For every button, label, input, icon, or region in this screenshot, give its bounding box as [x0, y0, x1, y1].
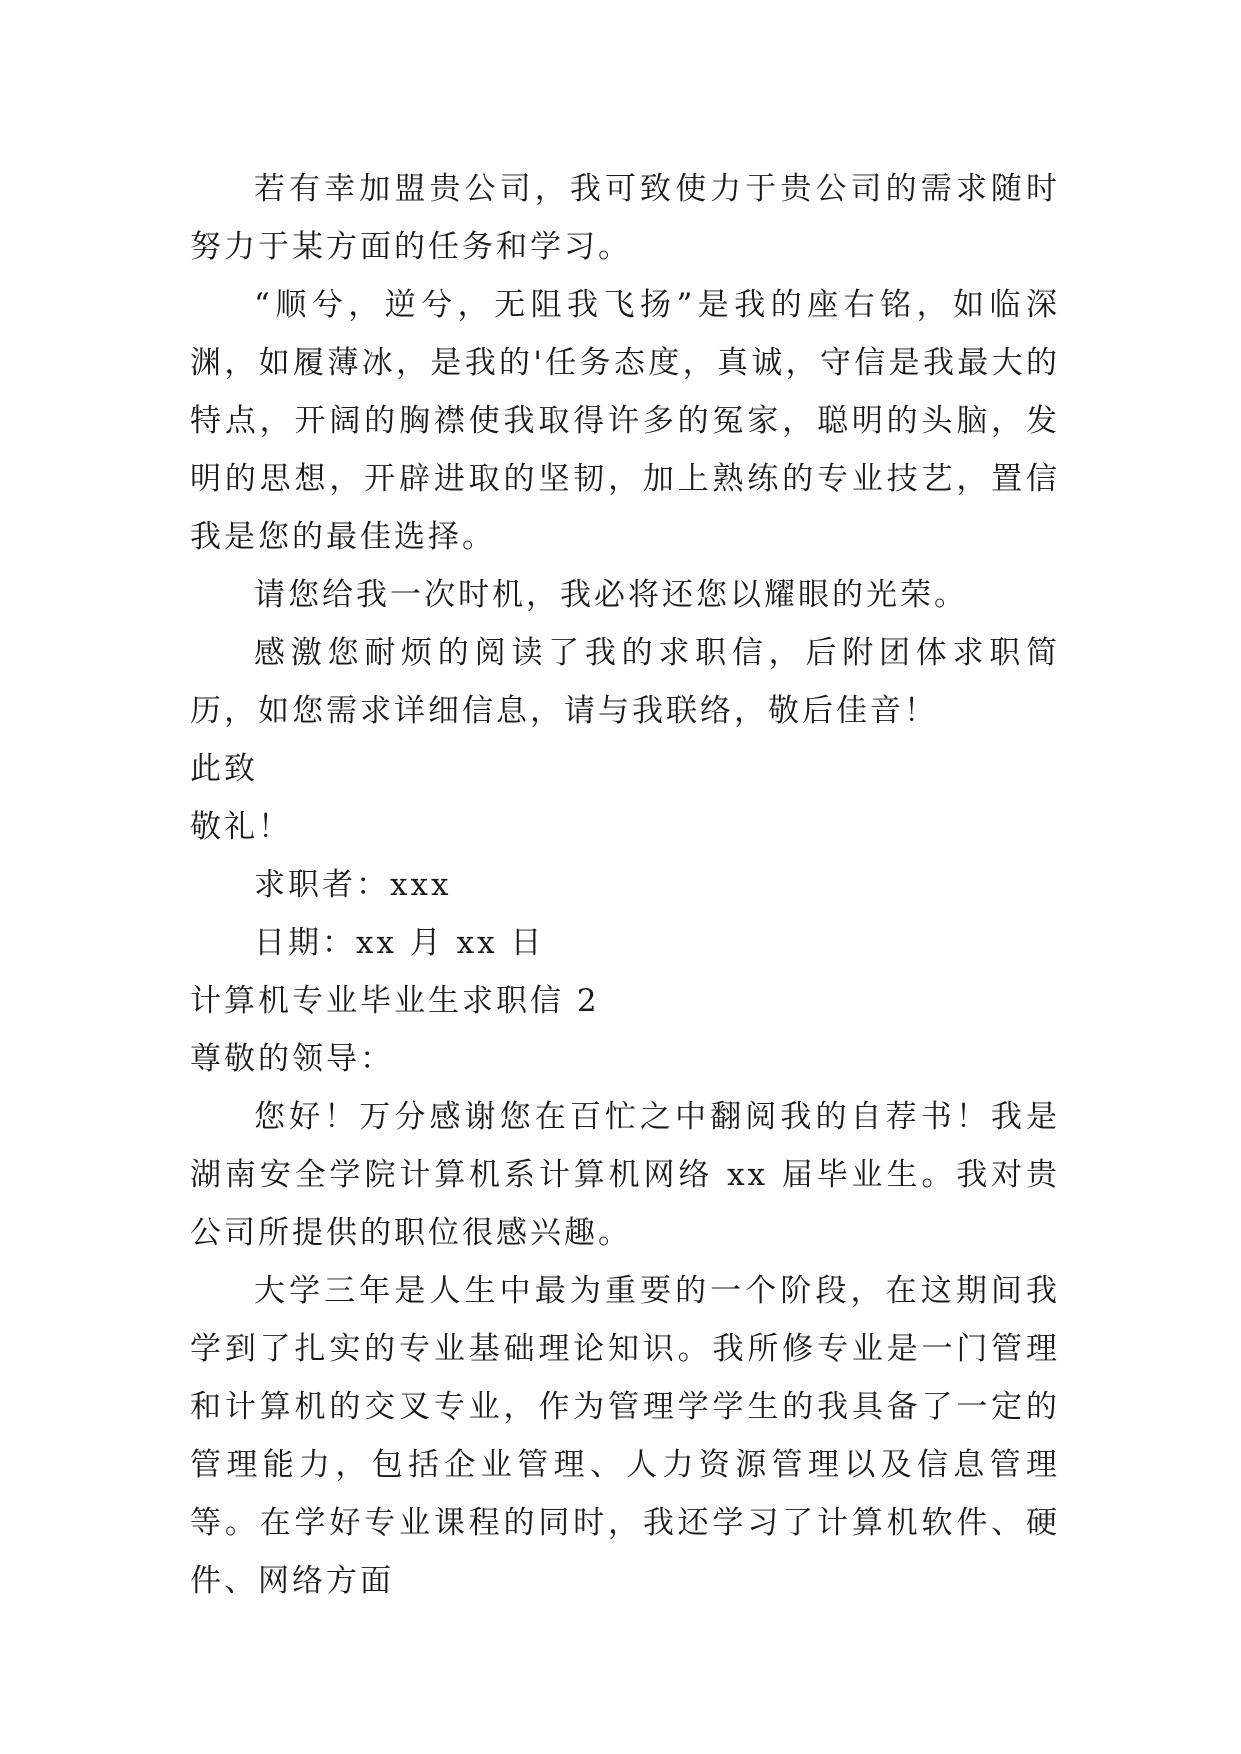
letter-body — [190, 160, 1060, 1610]
closing-salutation: 此致 — [190, 751, 258, 787]
letter-date: 日期：xx 月 xx 日 — [254, 925, 545, 961]
applicant-signature: 求职者：xxx — [254, 867, 452, 903]
paragraph-thanks: 感激您耐烦的阅读了我的求职信，后附团体求职简历，如您需求详细信息，请与我联络，敬后佳音！ — [190, 635, 1060, 729]
section-title: 计算机专业毕业生求职信 2 — [190, 983, 600, 1019]
paragraph-join-company: 若有幸加盟贵公司，我可致使力于贵公司的需求随时努力于某方面的任务和学习。 — [190, 171, 1060, 265]
paragraph-introduction: 您好！万分感谢您在百忙之中翻阅我的自荐书！我是湖南安全学院计算机系计算机网络 xx 届毕业生。我对贵公司所提供的职位很感兴趣。 — [190, 1099, 1060, 1251]
paragraph-university-study: 大学三年是人生中最为重要的一个阶段，在这期间我学到了扎实的专业基础理论知识。我所修专业是一门管理和计算机的交叉专业，作为管理学学生的我具备了一定的管理能力，包括企业管理、人力资源管理以及信息管理等。在学好专业课程的同时，我还学习了计算机软件、硬件、网络方面 — [190, 1273, 1060, 1599]
greeting: 尊敬的领导： — [190, 1041, 394, 1077]
paragraph-request-chance: 请您给我一次时机，我必将还您以耀眼的光荣。 — [254, 577, 968, 613]
paragraph-motto: “顺兮，逆兮，无阻我飞扬”是我的座右铭，如临深渊，如履薄冰，是我的'任务态度，真诚，守信是我最大的特点，开阔的胸襟使我取得许多的冤家，聪明的头脑，发明的思想，开辟进取的坚韧，加上熟练的专业技艺，置信我是您的最佳选择。 — [190, 287, 1060, 555]
closing-regards: 敬礼！ — [190, 809, 292, 845]
